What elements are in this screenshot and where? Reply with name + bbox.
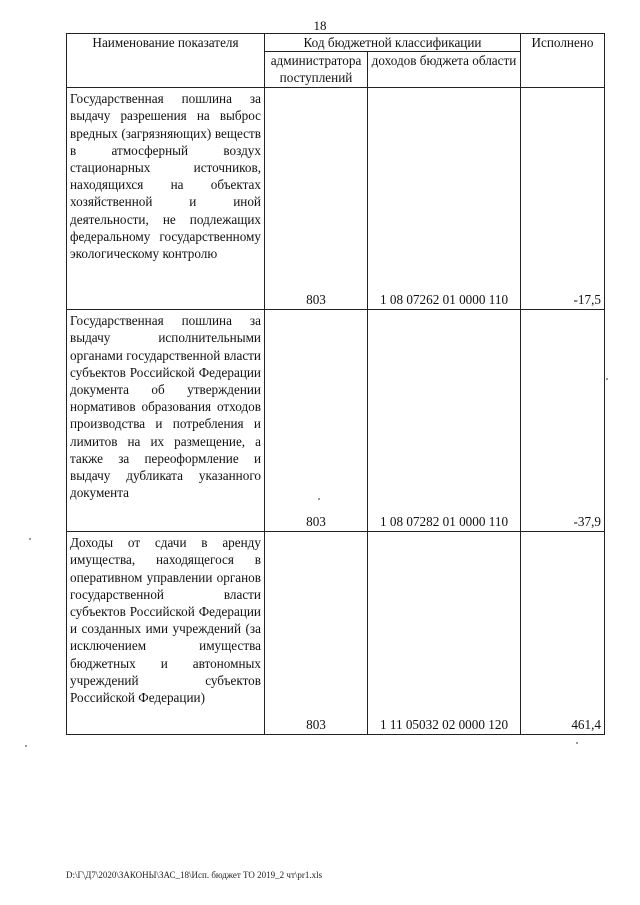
row-admin-code: 803 — [265, 310, 368, 532]
row-name: Государственная пошлина за выдачу разрешения на выброс вредных (загрязняющих) веществ в атмосферный воздух стационарных источников, находящихся на объектах хозяйственной и иной деятельности, не подлежащих федеральному государственному экологическому контролю — [67, 88, 265, 310]
scan-speck — [29, 538, 31, 540]
header-code-group: Код бюджетной классификации — [265, 34, 521, 52]
header-revenue: доходов бюджета области — [368, 52, 521, 88]
row-name: Доходы от сдачи в аренду имущества, находящегося в оперативном управлении органов государственной власти субъектов Российской Федерации и созданных ими учреждений (за исключением имущества бюджетных и автономных учреждений субъектов Российской Федерации) — [67, 532, 265, 735]
footer-file-path: D:\Г\Д7\2020\ЗАКОНЫ\ЗАС_18\Исп. бюджет ТО 2019_2 чт\pr1.xls — [66, 870, 323, 880]
scan-speck — [318, 498, 320, 500]
header-admin: администратора поступлений — [265, 52, 368, 88]
header-executed: Исполнено — [521, 34, 605, 88]
row-executed-value: 461,4 — [521, 532, 605, 735]
budget-table — [66, 33, 605, 735]
table-row — [67, 310, 605, 532]
page-number: 18 — [313, 18, 327, 33]
header-row — [67, 34, 605, 52]
row-name: Государственная пошлина за выдачу исполнительными органами государственной власти субъектов Российской Федерации документа об утверждении нормативов образования отходов производства и потребления и лимитов на их размещение, а также за переоформление и выдачу дубликата указанного документа — [67, 310, 265, 532]
header-name: Наименование показателя — [67, 34, 265, 88]
scan-speck — [576, 742, 578, 744]
row-budget-code: 1 08 07282 01 0000 110 — [368, 310, 521, 532]
table-row — [67, 532, 605, 735]
row-budget-code: 1 08 07262 01 0000 110 — [368, 88, 521, 310]
scan-speck — [25, 745, 27, 747]
row-budget-code: 1 11 05032 02 0000 120 — [368, 532, 521, 735]
row-executed-value: -37,9 — [521, 310, 605, 532]
scan-speck — [606, 378, 608, 380]
row-admin-code: 803 — [265, 88, 368, 310]
table-row — [67, 88, 605, 310]
row-executed-value: -17,5 — [521, 88, 605, 310]
row-admin-code: 803 — [265, 532, 368, 735]
